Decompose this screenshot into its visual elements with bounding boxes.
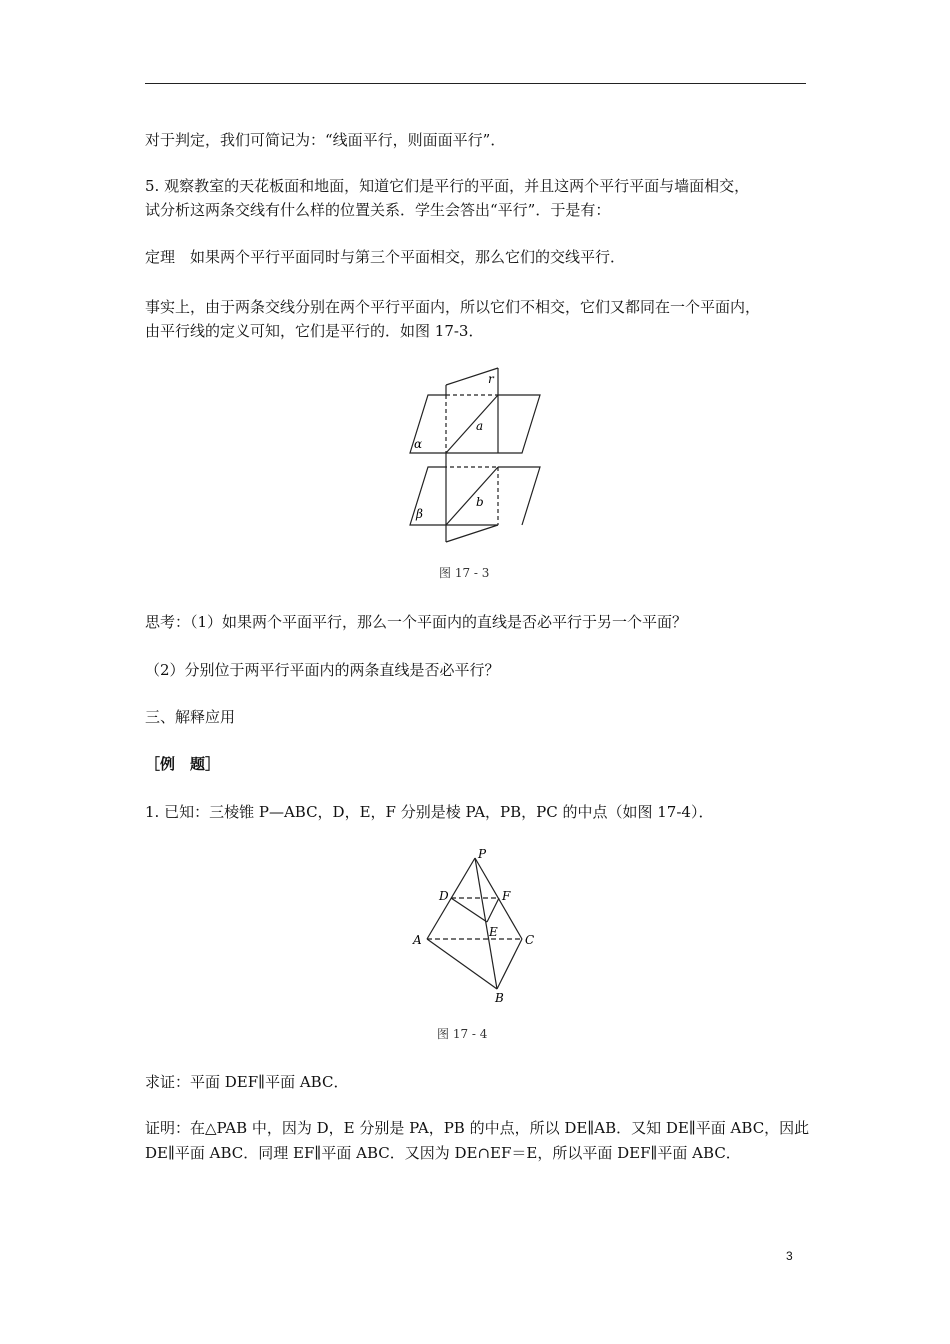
label-alpha: α xyxy=(414,437,423,451)
label-F: F xyxy=(502,889,511,903)
label-A: A xyxy=(413,933,422,947)
paragraph-judgement-summary: 对于判定，我们可简记为：“线面平行，则面面平行”． xyxy=(145,131,506,149)
proof-line1: 证明：在△PAB 中，因为 D，E 分别是 PA，PB 的中点，所以 DE∥AB．又知 DE∥平面 ABC，因此 xyxy=(145,1119,810,1137)
segment-EF xyxy=(487,898,499,922)
label-beta: β xyxy=(416,507,423,521)
label-B: B xyxy=(495,991,504,1005)
label-gamma: r xyxy=(488,372,494,386)
header-rule xyxy=(145,83,806,84)
edge-CB xyxy=(497,939,522,989)
label-P: P xyxy=(478,847,487,861)
example-1-given: 1. 已知：三棱锥 P—ABC，D，E，F 分别是棱 PA，PB，PC 的中点（如图 17-4）． xyxy=(145,803,714,821)
segment-DE xyxy=(451,898,487,922)
paragraph-observation-line2: 试分析这两条交线有什么样的位置关系．学生会答出“平行”．于是有： xyxy=(145,201,611,219)
figure-17-4-caption: 图 17 - 4 xyxy=(437,1027,488,1041)
think-question-2: （2）分别位于两平行平面内的两条直线是否必平行？ xyxy=(145,661,500,679)
plane-beta-right-edge xyxy=(498,467,540,525)
label-C: C xyxy=(525,933,535,947)
label-a: a xyxy=(476,419,484,433)
section-heading-application: 三、解释应用 xyxy=(145,708,236,726)
label-D: D xyxy=(439,889,449,903)
intersection-line-a xyxy=(446,395,498,453)
edge-AB xyxy=(427,939,497,989)
proof-line2: DE∥平面 ABC．同理 EF∥平面 ABC．又因为 DE∩EF＝E，所以平面 DEF∥平面 ABC． xyxy=(145,1144,741,1162)
label-b: b xyxy=(476,495,484,509)
plane-alpha-right-edge xyxy=(498,395,540,453)
intersection-line-b xyxy=(446,467,498,525)
to-prove-statement: 求证：平面 DEF∥平面 ABC． xyxy=(145,1073,349,1091)
paragraph-explanation-line2: 由平行线的定义可知，它们是平行的．如图 17-3． xyxy=(145,322,484,340)
paragraph-observation-line1: 5. 观察教室的天花板面和地面，知道它们是平行的平面，并且这两个平行平面与墙面相交， xyxy=(145,177,750,195)
figure-17-3-diagram xyxy=(400,360,550,545)
figure-17-4-diagram xyxy=(405,842,545,1007)
figure-17-3-caption: 图 17 - 3 xyxy=(439,566,490,580)
label-E: E xyxy=(489,925,498,939)
think-question-1: 思考：（1）如果两个平面平行，那么一个平面内的直线是否必平行于另一个平面？ xyxy=(145,613,688,631)
paragraph-explanation-line1: 事实上，由于两条交线分别在两个平行平面内，所以它们不相交，它们又都同在一个平面内， xyxy=(145,298,761,316)
example-heading: ［例 题］ xyxy=(145,755,221,773)
plane-gamma-bottom xyxy=(446,525,498,542)
theorem-statement: 定理 如果两个平行平面同时与第三个平面相交，那么它们的交线平行． xyxy=(145,248,626,266)
page-number: 3 xyxy=(786,1249,793,1263)
